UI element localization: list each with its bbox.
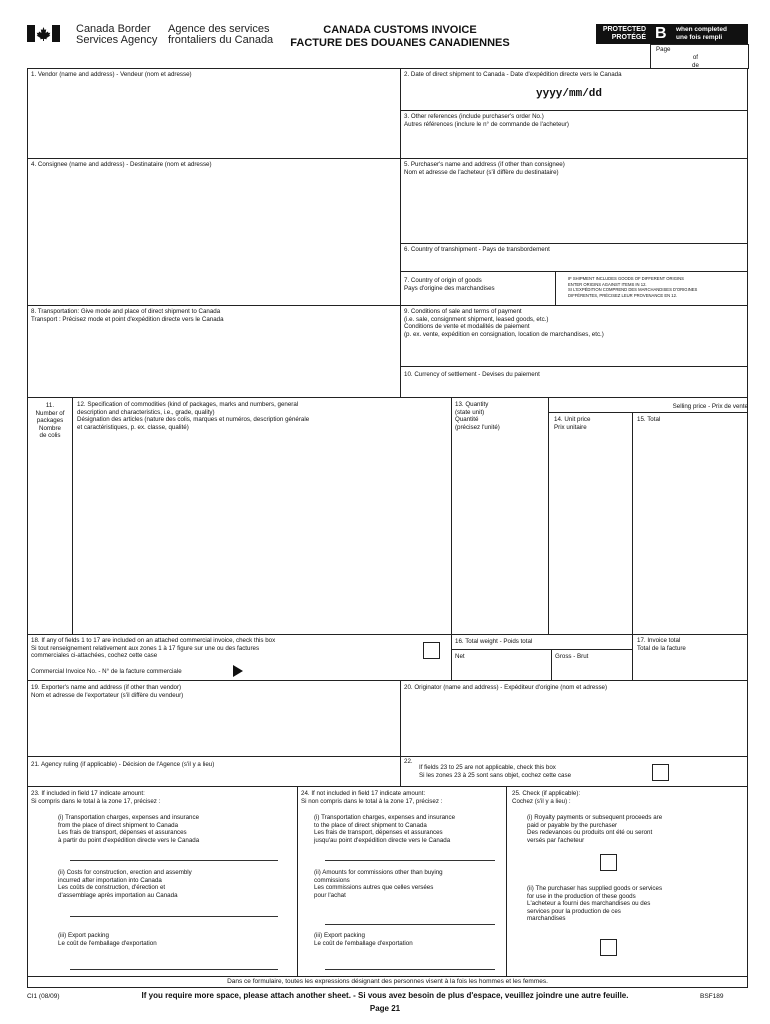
protected-fr: PROTÉGÉ [611,34,646,41]
more-space-note: If you require more space, please attach another sheet. - Si vous avez besoin de plus d'espace, veuillez joindre une autre feuille. [141,991,629,1000]
field-24-iii-export-packing: (iii) Export packing Le coût de l'emballage d'exportation [314,932,413,947]
protected-letter: B [655,25,667,42]
field-23-included: 23. If included in field 17 indicate amount: Si compris dans le total à la zone 17, précisez : [31,790,161,805]
field-18-attached-invoice: 18. If any of fields 1 to 17 are included on an attached commercial invoice, check this box Si tout renseignement relativement aux zones 1 à 17 figure sur une ou des factures commerciales ci-attachées, cochez cette case [31,637,276,660]
field-24-ii-commissions: (ii) Amounts for commissions other than buying commissions Les commissions autres que celles versées pour l'achat [314,869,443,899]
field-16-total-weight: 16. Total weight - Poids total [455,638,533,645]
field-22-checkbox[interactable] [652,764,669,781]
form-title-en: CANADA CUSTOMS INVOICE [323,24,477,36]
field-24-ii-input[interactable] [325,924,495,925]
field-19-exporter: 19. Exporter's name and address (if other than vendor) Nom et adresse de l'exportateur (s'il diffère du vendeur) [31,684,184,699]
protected-en: PROTECTED [602,26,646,33]
field-23-iii-input[interactable] [70,969,278,970]
form-id: CI1 (08/09) [27,993,60,1000]
field-23-i-input[interactable] [70,860,278,861]
field-25-ii-goods-supplied: (ii) The purchaser has supplied goods or services for use in the production of these goods L'acheteur a fourni des marchandises ou des services pour la production de ces marchandises [527,885,663,923]
field-11-packages: 11. Number of packages Nombre de colis [35,402,65,440]
agency-name-en: Canada Border Services Agency [76,23,158,46]
field-21-agency-ruling: 21. Agency ruling (if applicable) - Décision de l'Agence (s'il y a lieu) [31,761,215,768]
form-code: BSF189 [700,993,724,1000]
field-25-i-checkbox[interactable] [600,854,617,871]
field-7-country-origin: 7. Country of origin of goods Pays d'origine des marchandises [404,277,495,292]
form-title-fr: FACTURE DES DOUANES CANADIENNES [290,37,510,49]
field-14-unit-price: 14. Unit price Prix unitaire [554,416,591,431]
date-input[interactable]: yyyy/mm/dd [536,88,603,100]
field-13-quantity: 13. Quantity (state unit) Quantité (précisez l'unité) [455,401,500,431]
field-6-transhipment: 6. Country of transhipment - Pays de transbordement [404,246,550,253]
field-24-not-included: 24. If not included in field 17 indicate amount: Si non compris dans le total à la zone 17, précisez : [301,790,443,805]
selling-price-header: Selling price - Prix de vente [672,403,748,410]
gross-weight-label: Gross - Brut [555,653,589,660]
field-24-iii-input[interactable] [325,969,495,970]
field-5-purchaser: 5. Purchaser's name and address (if other than consignee) Nom et adresse de l'acheteur (s'il diffère du destinataire) [404,161,565,176]
field-3-other-references: 3. Other references (include purchaser's order No.) Autres références (inclure le n° de commande de l'acheteur) [404,113,569,128]
field-2-date: 2. Date of direct shipment to Canada - Date d'expédition directe vers le Canada [404,71,622,78]
arrow-right-icon [233,665,243,677]
gender-note: Dans ce formulaire, toutes les expressions désignant des personnes visent à la fois les hommes et les femmes. [227,978,548,985]
field-1-vendor: 1. Vendor (name and address) - Vendeur (nom et adresse) [31,71,192,78]
field-4-consignee: 4. Consignee (name and address) - Destinataire (nom et adresse) [31,161,212,168]
field-25-check: 25. Check (if applicable): Cochez (s'il y a lieu) : [512,790,581,805]
field-8-transportation: 8. Transportation: Give mode and place of direct shipment to Canada Transport : Précisez mode et point d'expédition directe vers le Canada [31,308,224,323]
field-23-i-transportation: (i) Transportation charges, expenses and insurance from the place of direct shipment to Canada Les frais de transport, dépenses et assurances à partir du point d'expédition directe vers le Canada [58,814,200,844]
field-23-ii-input[interactable] [70,916,278,917]
field-24-i-transportation: (i) Transportation charges, expenses and insurance to the place of direct shipment to Canada Les frais de transport, dépenses et assurances jusqu'au point d'expédition directe vers le Canada [314,814,456,844]
field-25-ii-checkbox[interactable] [600,939,617,956]
page-footer: Page 21 [369,1004,401,1013]
agency-name-fr: Agence des services frontaliers du Canada [168,23,274,46]
field-23-iii-export-packing: (iii) Export packing Le coût de l'emballage d'exportation [58,932,157,947]
field-12-specification: 12. Specification of commodities (kind of packages, marks and numbers, general description and characteristics, i.e., grade, quality) Désignation des articles (nature des colis, marques et numéros, description générale et caractéristiques, p. ex. classe, qualité) [77,401,310,431]
page-number-box[interactable] [650,44,749,69]
field-25-i-royalty: (i) Royalty payments or subsequent proceeds are paid or payable by the purchaser Des redevances ou produits ont été ou seront versés par l'acheteur [527,814,663,844]
protected-badge [596,24,748,44]
field-9-conditions: 9. Conditions of sale and terms of payment (i.e. sale, consignment shipment, leased goods, etc.) Conditions de vente et modalités de paiement (p. ex. vente, expédition en consignation, location de marchandises, etc.) [404,308,604,338]
canada-flag-logo [27,25,60,42]
field-22-number: 22. [404,758,413,765]
net-weight-label: Net [455,653,465,660]
field-18-checkbox[interactable] [423,642,440,659]
field-18-invoice-number: Commercial Invoice No. - N° de la facture commerciale [31,668,182,675]
field-20-originator: 20. Originator (name and address) - Expéditeur d'origine (nom et adresse) [404,684,608,691]
of-label: of de [692,54,699,69]
field-15-total: 15. Total [637,416,661,423]
when-completed-en: when completed [676,26,727,33]
field-10-currency: 10. Currency of settlement - Devises du paiement [404,371,540,378]
field-24-i-input[interactable] [325,860,495,861]
field-23-ii-construction: (ii) Costs for construction, erection and assembly incurred after importation into Canada Les coûts de construction, d'érection et d'assemblage après importation au Canada [58,869,192,899]
when-completed-fr: une fois rempli [676,34,723,41]
page-label: Page [656,46,671,53]
field-7-note: IF SHIPMENT INCLUDES GOODS OF DIFFERENT ORIGINS ENTER ORIGINS AGAINST ITEMS IN 12. SI L'EXPÉDITION COMPREND DES MARCHANDISES D'ORIGINES DIFFÉRENTES, PRÉCISEZ LEUR PROVENANCE EN 12. [568,276,698,298]
field-17-invoice-total: 17. Invoice total Total de la facture [637,637,686,652]
field-22-not-applicable: If fields 23 to 25 are not applicable, check this box Si les zones 23 à 25 sont sans objet, cochez cette case [419,764,572,779]
